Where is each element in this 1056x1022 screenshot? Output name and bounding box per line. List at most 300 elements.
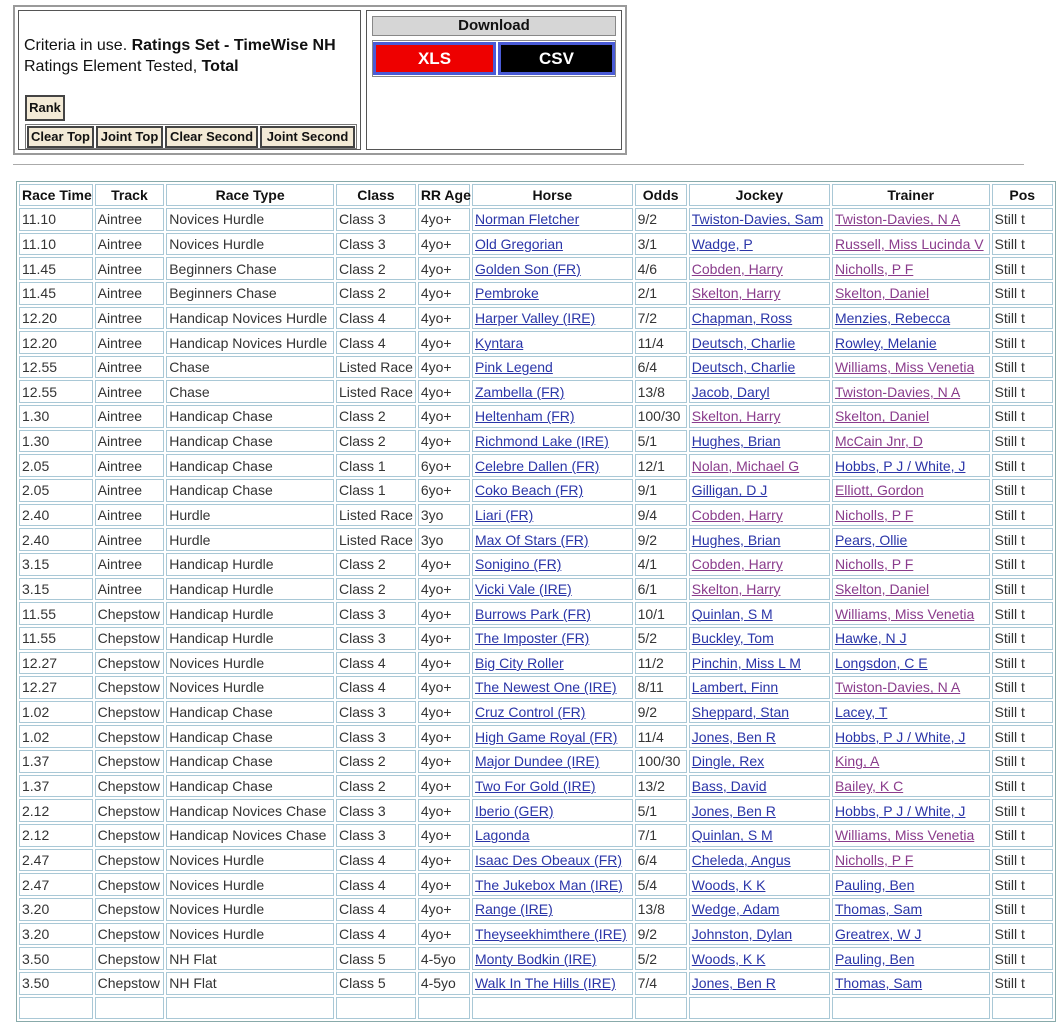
trainer-link[interactable]: Menzies, Rebecca xyxy=(834,309,951,326)
cell-odds: 12/1 xyxy=(635,454,687,477)
rank-button[interactable]: Rank xyxy=(25,95,65,121)
horse-link[interactable]: Vicki Vale (IRE) xyxy=(474,580,572,597)
cell-track: Chepstow xyxy=(95,849,165,872)
horse-link[interactable]: Golden Son (FR) xyxy=(474,260,581,277)
jockey-link[interactable]: Skelton, Harry xyxy=(691,408,781,425)
cell-jockey xyxy=(689,454,830,477)
cell-race-type: Handicap Novices Chase xyxy=(166,799,334,822)
cell-jockey xyxy=(689,824,830,847)
jockey-link[interactable]: Lambert, Finn xyxy=(691,679,779,696)
horse-link[interactable]: Coko Beach (FR) xyxy=(474,482,584,499)
cell-horse xyxy=(472,923,633,946)
trainer-link[interactable]: Williams, Miss Venetia xyxy=(834,605,975,622)
jockey-link[interactable]: Johnston, Dylan xyxy=(691,925,793,942)
jockey-link[interactable]: Cobden, Harry xyxy=(691,556,783,573)
trainer-link[interactable]: Hobbs, P J / White, J xyxy=(834,728,966,745)
trainer-link[interactable]: Russell, Miss Lucinda V xyxy=(834,235,984,252)
cell-odds: 6/1 xyxy=(635,578,687,601)
cell-trainer xyxy=(832,701,990,724)
cell-odds: 5/2 xyxy=(635,627,687,650)
jockey-link[interactable]: Deutsch, Charlie xyxy=(691,334,796,351)
cell-race-type: NH Flat xyxy=(166,947,334,970)
cell-race-time: 3.15 xyxy=(19,553,93,576)
cell-jockey xyxy=(689,898,830,921)
cell-trainer xyxy=(832,947,990,970)
cell-race-time xyxy=(19,997,93,1020)
cell-odds: 4/6 xyxy=(635,257,687,280)
table-row xyxy=(19,602,1053,625)
cell-trainer xyxy=(832,652,990,675)
clear-second-button[interactable]: Clear Second xyxy=(165,126,258,148)
table-row xyxy=(19,479,1053,502)
table-row xyxy=(19,725,1053,748)
trainer-link[interactable]: Thomas, Sam xyxy=(834,901,923,918)
xls-download-button[interactable]: XLS xyxy=(373,42,496,75)
cell-race-time: 11.10 xyxy=(19,233,93,256)
cell-race-time: 1.02 xyxy=(19,701,93,724)
trainer-link[interactable]: Nicholls, P F xyxy=(834,851,914,868)
cell-race-type: Handicap Chase xyxy=(166,725,334,748)
trainer-link[interactable]: Thomas, Sam xyxy=(834,975,923,992)
horse-link[interactable]: The Newest One (IRE) xyxy=(474,679,617,696)
cell-class: Class 2 xyxy=(336,282,416,305)
jockey-link[interactable]: Quinlan, S M xyxy=(691,605,773,622)
cell-jockey xyxy=(689,504,830,527)
cell-pos: Still t xyxy=(992,380,1053,403)
horse-link[interactable]: Liari (FR) xyxy=(474,507,534,523)
csv-download-button[interactable]: CSV xyxy=(498,42,615,75)
horse-link[interactable]: The Jukebox Man (IRE) xyxy=(474,876,623,893)
trainer-link[interactable]: Greatrex, W J xyxy=(834,925,922,942)
cell-jockey xyxy=(689,331,830,354)
cell-trainer xyxy=(832,676,990,699)
cell-odds: 13/8 xyxy=(635,898,687,921)
cell-trainer xyxy=(832,824,990,847)
horse-link[interactable]: Range (IRE) xyxy=(474,901,553,918)
cell-race-type: Handicap Chase xyxy=(166,405,334,428)
horse-link[interactable]: Iberio (GER) xyxy=(474,802,554,819)
horse-link[interactable]: Kyntara xyxy=(474,334,524,351)
criteria-box xyxy=(18,10,361,150)
cell-pos xyxy=(992,997,1053,1020)
cell-pos: Still t xyxy=(992,405,1053,428)
cell-horse xyxy=(472,504,633,527)
jockey-link[interactable]: Deutsch, Charlie xyxy=(691,359,796,376)
header-race-type: Race Type xyxy=(166,184,334,206)
cell-horse xyxy=(472,257,633,280)
cell-trainer xyxy=(832,849,990,872)
horse-link[interactable]: Norman Fletcher xyxy=(474,211,580,228)
cell-track: Chepstow xyxy=(95,898,165,921)
cell-class: Class 4 xyxy=(336,873,416,896)
cell-race-type: Novices Hurdle xyxy=(166,676,334,699)
cell-class: Class 4 xyxy=(336,652,416,675)
cell-pos: Still t xyxy=(992,553,1053,576)
horse-link[interactable]: Zambella (FR) xyxy=(474,383,565,400)
jockey-link[interactable]: Sheppard, Stan xyxy=(691,704,790,721)
cell-rr-age: 4yo+ xyxy=(418,898,470,921)
jockey-link[interactable]: Pinchin, Miss L M xyxy=(691,654,801,671)
jockey-link[interactable]: Woods, K K xyxy=(691,950,766,967)
cell-trainer xyxy=(832,405,990,428)
cell-race-time: 12.27 xyxy=(19,652,93,675)
cell-trainer xyxy=(832,430,990,453)
cell-horse xyxy=(472,750,633,773)
cell-race-time: 11.55 xyxy=(19,602,93,625)
cell-track: Aintree xyxy=(95,504,165,527)
download-box xyxy=(366,10,622,150)
joint-top-button[interactable]: Joint Top xyxy=(96,126,163,148)
cell-pos: Still t xyxy=(992,725,1053,748)
cell-odds: 100/30 xyxy=(635,750,687,773)
horse-link[interactable]: Monty Bodkin (IRE) xyxy=(474,950,597,967)
trainer-link[interactable]: Pauling, Ben xyxy=(834,876,915,893)
cell-horse xyxy=(472,282,633,305)
horse-link[interactable]: Burrows Park (FR) xyxy=(474,605,591,622)
cell-horse xyxy=(472,553,633,576)
trainer-link[interactable]: Hobbs, P J / White, J xyxy=(834,457,966,474)
cell-race-time: 2.40 xyxy=(19,528,93,551)
horse-link[interactable]: Isaac Des Obeaux (FR) xyxy=(474,851,623,868)
cell-trainer xyxy=(832,553,990,576)
trainer-link[interactable]: Bailey, K C xyxy=(834,778,904,795)
cell-jockey xyxy=(689,923,830,946)
cell-class: Class 2 xyxy=(336,257,416,280)
jockey-link[interactable]: Cobden, Harry xyxy=(691,507,783,523)
jockey-link[interactable]: Jones, Ben R xyxy=(691,802,776,819)
cell-horse xyxy=(472,873,633,896)
jockey-link[interactable]: Wadge, P xyxy=(691,235,753,252)
cell-race-type: Handicap Hurdle xyxy=(166,627,334,650)
cell-odds: 13/2 xyxy=(635,775,687,798)
cell-pos: Still t xyxy=(992,947,1053,970)
jockey-link[interactable]: Quinlan, S M xyxy=(691,827,773,844)
trainer-link[interactable]: Hobbs, P J / White, J xyxy=(834,802,966,819)
cell-odds: 5/4 xyxy=(635,873,687,896)
cell-jockey xyxy=(689,208,830,231)
cell-trainer xyxy=(832,997,990,1020)
horse-link[interactable]: Major Dundee (IRE) xyxy=(474,753,600,770)
cell-horse xyxy=(472,997,633,1020)
table-row xyxy=(19,997,1053,1020)
cell-class: Class 4 xyxy=(336,923,416,946)
table-row xyxy=(19,898,1053,921)
horse-link[interactable]: Pink Legend xyxy=(474,359,553,376)
cell-horse xyxy=(472,208,633,231)
trainer-link[interactable]: Skelton, Daniel xyxy=(834,285,930,302)
cell-race-time: 3.20 xyxy=(19,923,93,946)
cell-horse xyxy=(472,307,633,330)
cell-pos: Still t xyxy=(992,430,1053,453)
horse-link[interactable]: Max Of Stars (FR) xyxy=(474,531,589,548)
trainer-link[interactable]: Nicholls, P F xyxy=(834,260,914,277)
cell-horse xyxy=(472,824,633,847)
trainer-link[interactable]: Skelton, Daniel xyxy=(834,408,930,425)
clear-top-button[interactable]: Clear Top xyxy=(27,126,94,148)
cell-race-type: Hurdle xyxy=(166,504,334,527)
cell-class: Class 2 xyxy=(336,430,416,453)
cell-class: Class 1 xyxy=(336,479,416,502)
cell-jockey xyxy=(689,627,830,650)
cell-trainer xyxy=(832,257,990,280)
cell-race-type: Novices Hurdle xyxy=(166,898,334,921)
cell-trainer xyxy=(832,307,990,330)
results-table-body xyxy=(19,208,1053,1019)
jockey-link[interactable]: Twiston-Davies, Sam xyxy=(691,211,824,228)
trainer-link[interactable]: Pears, Ollie xyxy=(834,531,908,548)
cell-pos: Still t xyxy=(992,898,1053,921)
cell-odds: 5/1 xyxy=(635,430,687,453)
table-row xyxy=(19,652,1053,675)
trainer-link[interactable]: Elliott, Gordon xyxy=(834,482,924,499)
cell-track: Chepstow xyxy=(95,824,165,847)
trainer-link[interactable]: Twiston-Davies, N A xyxy=(834,679,961,696)
horse-link[interactable]: Heltenham (FR) xyxy=(474,408,575,425)
horse-link[interactable]: Theyseekhimthere (IRE) xyxy=(474,925,627,942)
cell-class: Listed Race xyxy=(336,356,416,379)
trainer-link[interactable]: Skelton, Daniel xyxy=(834,580,930,597)
cell-rr-age: 3yo xyxy=(418,504,470,527)
cell-jockey xyxy=(689,380,830,403)
cell-trainer xyxy=(832,972,990,995)
cell-rr-age: 4yo+ xyxy=(418,799,470,822)
cell-rr-age: 4yo+ xyxy=(418,824,470,847)
cell-rr-age: 4-5yo xyxy=(418,972,470,995)
cell-rr-age: 4yo+ xyxy=(418,923,470,946)
cell-race-type: Novices Hurdle xyxy=(166,873,334,896)
cell-race-time: 1.37 xyxy=(19,775,93,798)
cell-jockey xyxy=(689,725,830,748)
cell-track: Aintree xyxy=(95,553,165,576)
cell-pos: Still t xyxy=(992,282,1053,305)
jockey-link[interactable]: Hughes, Brian xyxy=(691,531,781,548)
cell-pos: Still t xyxy=(992,701,1053,724)
cell-rr-age: 6yo+ xyxy=(418,479,470,502)
cell-track: Aintree xyxy=(95,430,165,453)
cell-horse xyxy=(472,602,633,625)
cell-class xyxy=(336,997,416,1020)
cell-rr-age: 4yo+ xyxy=(418,331,470,354)
jockey-link[interactable]: Skelton, Harry xyxy=(691,285,781,302)
cell-race-time: 3.50 xyxy=(19,947,93,970)
cell-horse xyxy=(472,701,633,724)
trainer-link[interactable]: Twiston-Davies, N A xyxy=(834,211,961,228)
jockey-link[interactable]: Jacob, Daryl xyxy=(691,383,770,400)
jockey-link[interactable]: Bass, David xyxy=(691,778,767,795)
cell-class: Class 5 xyxy=(336,947,416,970)
cell-trainer xyxy=(832,602,990,625)
cell-pos: Still t xyxy=(992,873,1053,896)
cell-jockey xyxy=(689,602,830,625)
cell-odds: 11/4 xyxy=(635,331,687,354)
jockey-link[interactable]: Cheleda, Angus xyxy=(691,851,791,868)
cell-pos: Still t xyxy=(992,307,1053,330)
cell-rr-age: 4yo+ xyxy=(418,430,470,453)
cell-track: Chepstow xyxy=(95,652,165,675)
table-row xyxy=(19,923,1053,946)
jockey-link[interactable]: Dingle, Rex xyxy=(691,753,765,770)
table-row xyxy=(19,380,1053,403)
cell-class: Class 2 xyxy=(336,578,416,601)
horse-link[interactable]: Old Gregorian xyxy=(474,235,563,252)
cell-trainer xyxy=(832,233,990,256)
cell-trainer xyxy=(832,775,990,798)
jockey-link[interactable]: Buckley, Tom xyxy=(691,630,774,647)
cell-rr-age xyxy=(418,997,470,1020)
cell-jockey xyxy=(689,553,830,576)
horse-link[interactable]: Sonigino (FR) xyxy=(474,556,562,573)
results-table xyxy=(16,181,1056,1022)
trainer-link[interactable]: Nicholls, P F xyxy=(834,507,914,523)
cell-class: Class 2 xyxy=(336,775,416,798)
cell-trainer xyxy=(832,578,990,601)
download-title: Download xyxy=(372,16,616,36)
cell-race-time: 12.20 xyxy=(19,307,93,330)
trainer-link[interactable]: Twiston-Davies, N A xyxy=(834,383,961,400)
cell-jockey xyxy=(689,873,830,896)
cell-odds: 9/2 xyxy=(635,208,687,231)
trainer-link[interactable]: Williams, Miss Venetia xyxy=(834,359,975,376)
trainer-link[interactable]: Hawke, N J xyxy=(834,630,907,647)
horse-link[interactable]: The Imposter (FR) xyxy=(474,630,590,647)
element-tested-value: Total xyxy=(201,58,239,75)
cell-race-time: 11.10 xyxy=(19,208,93,231)
header-rr-age: RR Age xyxy=(418,184,470,206)
trainer-link[interactable]: Rowley, Melanie xyxy=(834,334,937,351)
cell-odds xyxy=(635,997,687,1020)
cell-race-type: Hurdle xyxy=(166,528,334,551)
cell-rr-age: 4yo+ xyxy=(418,405,470,428)
trainer-link[interactable]: Nicholls, P F xyxy=(834,556,914,573)
cell-horse xyxy=(472,898,633,921)
cell-rr-age: 4yo+ xyxy=(418,282,470,305)
cell-track: Aintree xyxy=(95,282,165,305)
trainer-link[interactable]: King, A xyxy=(834,753,880,770)
results-table-head xyxy=(19,184,1053,206)
cell-race-type: Beginners Chase xyxy=(166,257,334,280)
cell-pos: Still t xyxy=(992,479,1053,502)
cell-track: Chepstow xyxy=(95,627,165,650)
cell-horse xyxy=(472,652,633,675)
cell-horse xyxy=(472,528,633,551)
trainer-link[interactable]: Lacey, T xyxy=(834,704,888,721)
header-row xyxy=(19,184,1053,206)
cell-track: Aintree xyxy=(95,208,165,231)
cell-horse xyxy=(472,578,633,601)
cell-rr-age: 4-5yo xyxy=(418,947,470,970)
cell-race-time: 12.55 xyxy=(19,356,93,379)
cell-trainer xyxy=(832,898,990,921)
cell-race-type: Handicap Chase xyxy=(166,430,334,453)
jockey-link[interactable]: Skelton, Harry xyxy=(691,580,781,597)
cell-class: Listed Race xyxy=(336,528,416,551)
cell-class: Class 3 xyxy=(336,701,416,724)
trainer-link[interactable]: Longsdon, C E xyxy=(834,654,928,671)
cell-class: Class 4 xyxy=(336,307,416,330)
cell-race-time: 2.47 xyxy=(19,873,93,896)
cell-rr-age: 4yo+ xyxy=(418,873,470,896)
cell-class: Class 2 xyxy=(336,553,416,576)
jockey-link[interactable]: Jones, Ben R xyxy=(691,975,776,992)
horse-link[interactable]: Two For Gold (IRE) xyxy=(474,778,596,795)
cell-jockey xyxy=(689,578,830,601)
cell-class: Class 3 xyxy=(336,627,416,650)
table-row xyxy=(19,307,1053,330)
jockey-link[interactable]: Woods, K K xyxy=(691,876,766,893)
cell-race-time: 11.45 xyxy=(19,257,93,280)
cell-trainer xyxy=(832,454,990,477)
cell-track: Aintree xyxy=(95,578,165,601)
trainer-link[interactable]: Pauling, Ben xyxy=(834,950,915,967)
table-row xyxy=(19,257,1053,280)
horse-link[interactable]: Harper Valley (IRE) xyxy=(474,309,596,326)
cell-class: Class 3 xyxy=(336,799,416,822)
cell-race-time: 12.55 xyxy=(19,380,93,403)
horse-link[interactable]: Celebre Dallen (FR) xyxy=(474,457,600,474)
cell-rr-age: 4yo+ xyxy=(418,208,470,231)
horse-link[interactable]: Lagonda xyxy=(474,827,530,844)
jockey-link[interactable]: Wedge, Adam xyxy=(691,901,780,918)
cell-rr-age: 4yo+ xyxy=(418,775,470,798)
jockey-link[interactable]: Chapman, Ross xyxy=(691,309,793,326)
cell-horse xyxy=(472,430,633,453)
cell-horse xyxy=(472,775,633,798)
cell-pos: Still t xyxy=(992,775,1053,798)
jockey-link[interactable]: Nolan, Michael G xyxy=(691,457,800,474)
horse-link[interactable]: Walk In The Hills (IRE) xyxy=(474,975,616,992)
jockey-link[interactable]: Cobden, Harry xyxy=(691,260,783,277)
horse-link[interactable]: Pembroke xyxy=(474,285,539,302)
table-row xyxy=(19,578,1053,601)
cell-jockey xyxy=(689,701,830,724)
cell-odds: 9/2 xyxy=(635,923,687,946)
cell-rr-age: 4yo+ xyxy=(418,849,470,872)
horse-link[interactable]: High Game Royal (FR) xyxy=(474,728,618,745)
cell-jockey xyxy=(689,233,830,256)
horse-link[interactable]: Big City Roller xyxy=(474,654,564,671)
trainer-link[interactable]: Williams, Miss Venetia xyxy=(834,827,975,844)
joint-second-button[interactable]: Joint Second xyxy=(260,126,355,148)
cell-race-type: Handicap Hurdle xyxy=(166,578,334,601)
horse-link[interactable]: Cruz Control (FR) xyxy=(474,704,586,721)
cell-class: Class 4 xyxy=(336,331,416,354)
cell-horse xyxy=(472,454,633,477)
cell-rr-age: 4yo+ xyxy=(418,553,470,576)
cell-odds: 11/2 xyxy=(635,652,687,675)
cell-pos: Still t xyxy=(992,923,1053,946)
cell-race-time: 3.20 xyxy=(19,898,93,921)
trainer-link[interactable]: McCain Jnr, D xyxy=(834,433,923,450)
cell-rr-age: 4yo+ xyxy=(418,676,470,699)
cell-race-type: NH Flat xyxy=(166,972,334,995)
horse-link[interactable]: Richmond Lake (IRE) xyxy=(474,433,609,450)
cell-trainer xyxy=(832,528,990,551)
cell-rr-age: 3yo xyxy=(418,528,470,551)
jockey-link[interactable]: Hughes, Brian xyxy=(691,433,781,450)
cell-track: Aintree xyxy=(95,356,165,379)
cell-track: Chepstow xyxy=(95,701,165,724)
cell-pos: Still t xyxy=(992,652,1053,675)
cell-odds: 7/4 xyxy=(635,972,687,995)
cell-rr-age: 4yo+ xyxy=(418,750,470,773)
jockey-link[interactable]: Gilligan, D J xyxy=(691,482,768,499)
cell-class: Class 3 xyxy=(336,208,416,231)
jockey-link[interactable]: Jones, Ben R xyxy=(691,728,776,745)
cell-rr-age: 4yo+ xyxy=(418,701,470,724)
cell-odds: 4/1 xyxy=(635,553,687,576)
element-tested-label: Ratings Element Tested, xyxy=(24,58,202,75)
table-row xyxy=(19,701,1053,724)
